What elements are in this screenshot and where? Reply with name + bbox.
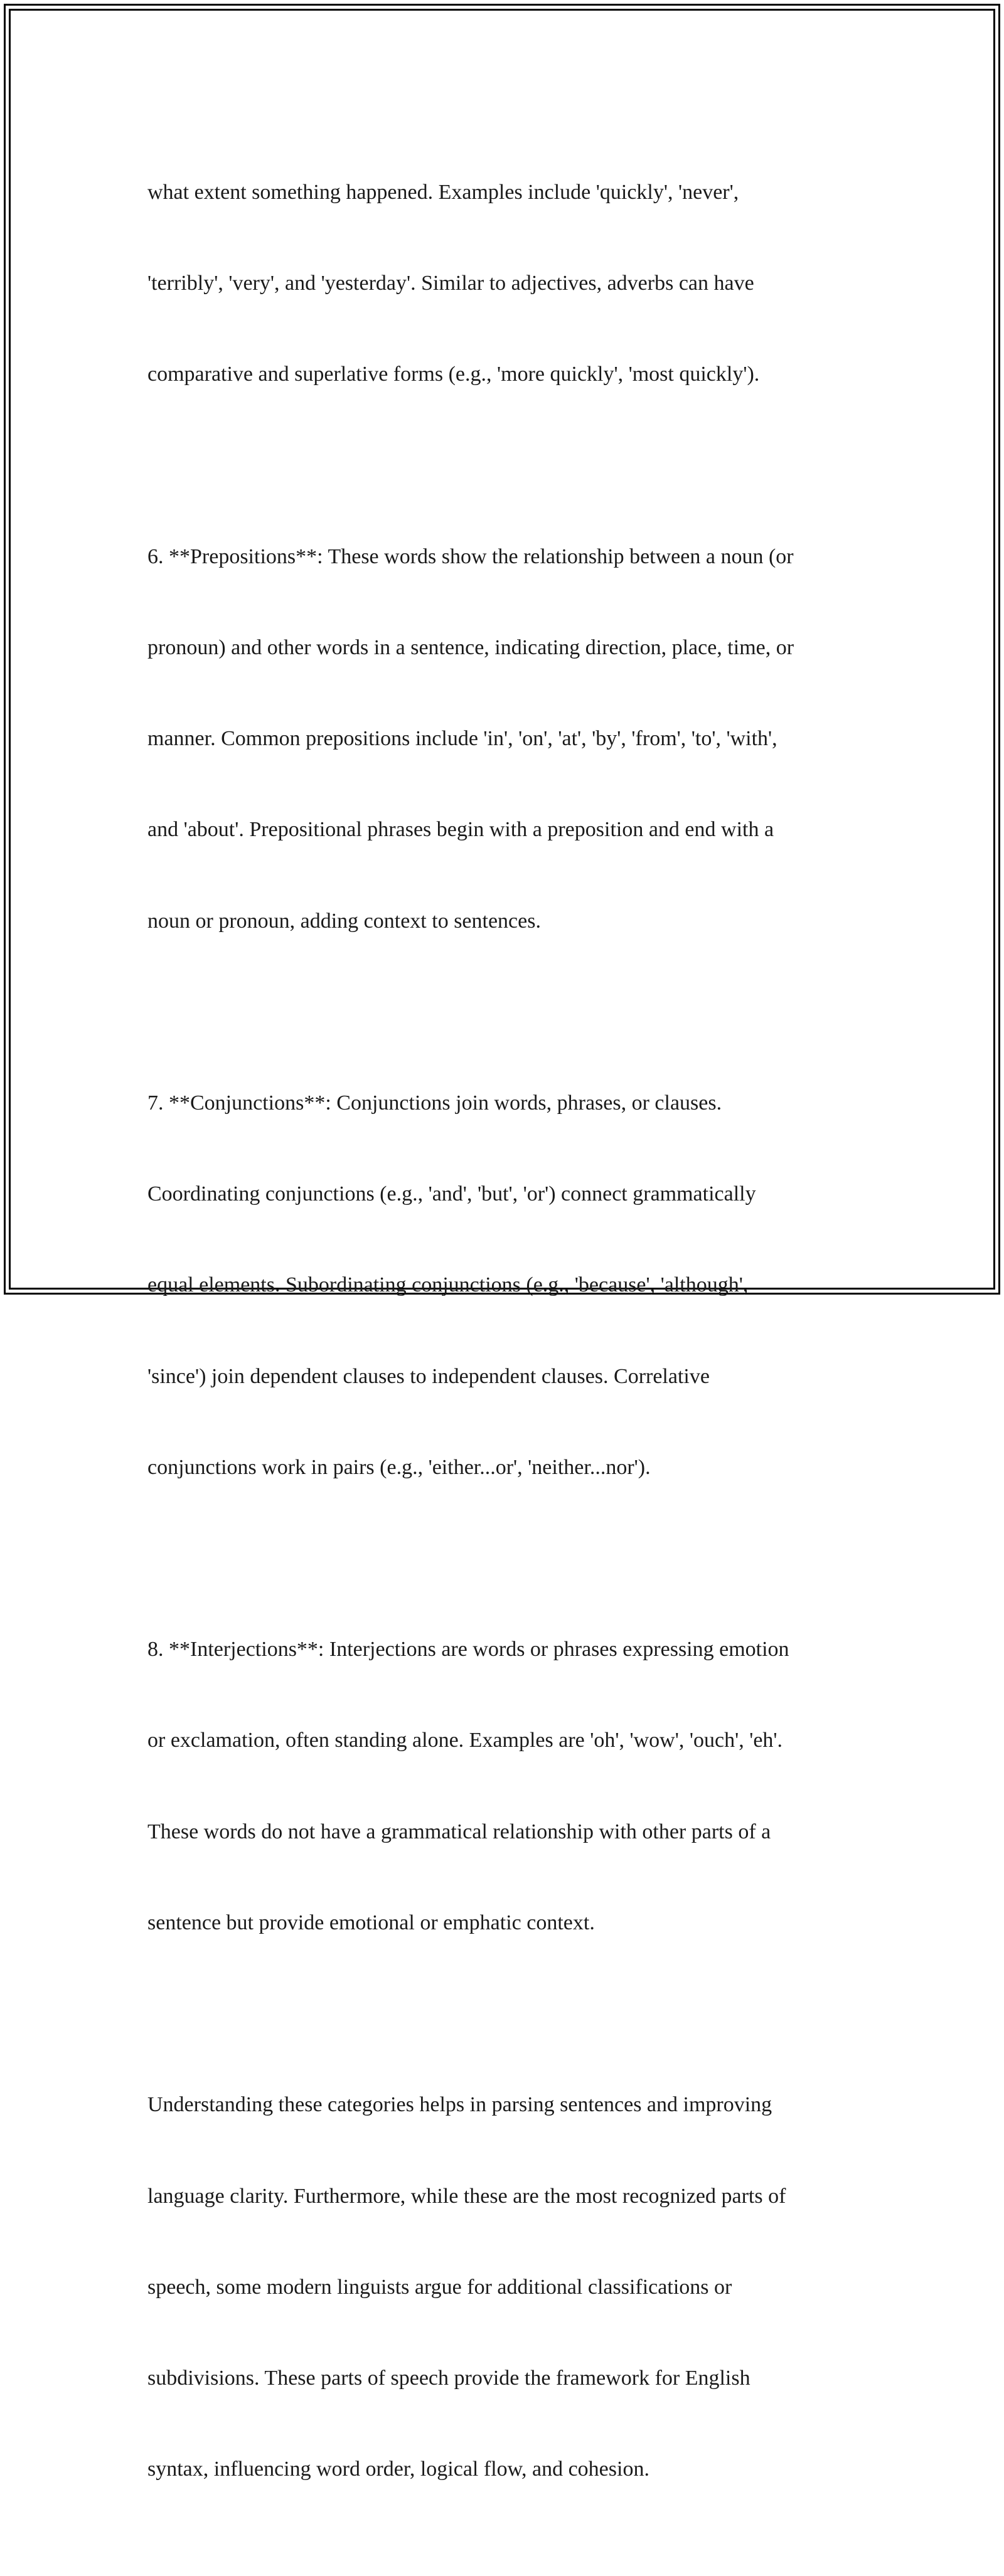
text-line: Coordinating conjunctions (e.g., 'and', 'but', 'or') connect grammatically xyxy=(147,1182,756,1206)
text-line: These words do not have a grammatical relationship with other parts of a xyxy=(147,1820,771,1843)
text-line: pronoun) and other words in a sentence, indicating direction, place, time, or xyxy=(147,635,794,659)
text-line: comparative and superlative forms (e.g., 'more quickly', 'most quickly'). xyxy=(147,363,760,386)
text-line: 6. **Prepositions**: These words show the relationship between a noun (or xyxy=(147,544,794,568)
text-line: Understanding these categories helps in parsing sentences and improving xyxy=(147,2093,772,2117)
text-line: speech, some modern linguists argue for additional classifications or xyxy=(147,2275,732,2299)
text-line: 8. **Interjections**: Interjections are words or phrases expressing emotion xyxy=(147,1638,789,1662)
paragraph-prepositions xyxy=(147,481,857,997)
text-line: or exclamation, often standing alone. Examples are 'oh', 'wow', 'ouch', 'eh'. xyxy=(147,1729,783,1752)
text-line: conjunctions work in pairs (e.g., 'either...or', 'neither...nor'). xyxy=(147,1455,651,1479)
text-line: language clarity. Furthermore, while these are the most recognized parts of xyxy=(147,2184,786,2208)
text-line: manner. Common prepositions include 'in', 'on', 'at', 'by', 'from', 'to', 'with', xyxy=(147,727,777,751)
text-line: subdivisions. These parts of speech provide the framework for English xyxy=(147,2367,750,2390)
text-line: 'since') join dependent clauses to independent clauses. Correlative xyxy=(147,1364,710,1388)
text-line: syntax, influencing word order, logical flow, and cohesion. xyxy=(147,2457,649,2481)
text-line: what extent something happened. Examples include 'quickly', 'never', xyxy=(147,180,739,204)
text-line: 7. **Conjunctions**: Conjunctions join words, phrases, or clauses. xyxy=(147,1091,722,1115)
text-line: sentence but provide emotional or emphatic context. xyxy=(147,1911,595,1934)
paragraph-conclusion xyxy=(147,2030,857,2546)
paragraph-interjections xyxy=(147,1574,857,1999)
paragraph-conjunctions xyxy=(147,1027,857,1544)
text-line: noun or pronoun, adding context to sentences. xyxy=(147,909,541,933)
text-line: 'terribly', 'very', and 'yesterday'. Similar to adjectives, adverbs can have xyxy=(147,272,754,295)
paragraph-adverbs-continued xyxy=(147,117,857,450)
text-line: equal elements. Subordinating conjunctions (e.g., 'because', 'although', xyxy=(147,1273,749,1297)
document-body xyxy=(147,117,857,2576)
text-line: and 'about'. Prepositional phrases begin with a preposition and end with a xyxy=(147,818,774,842)
